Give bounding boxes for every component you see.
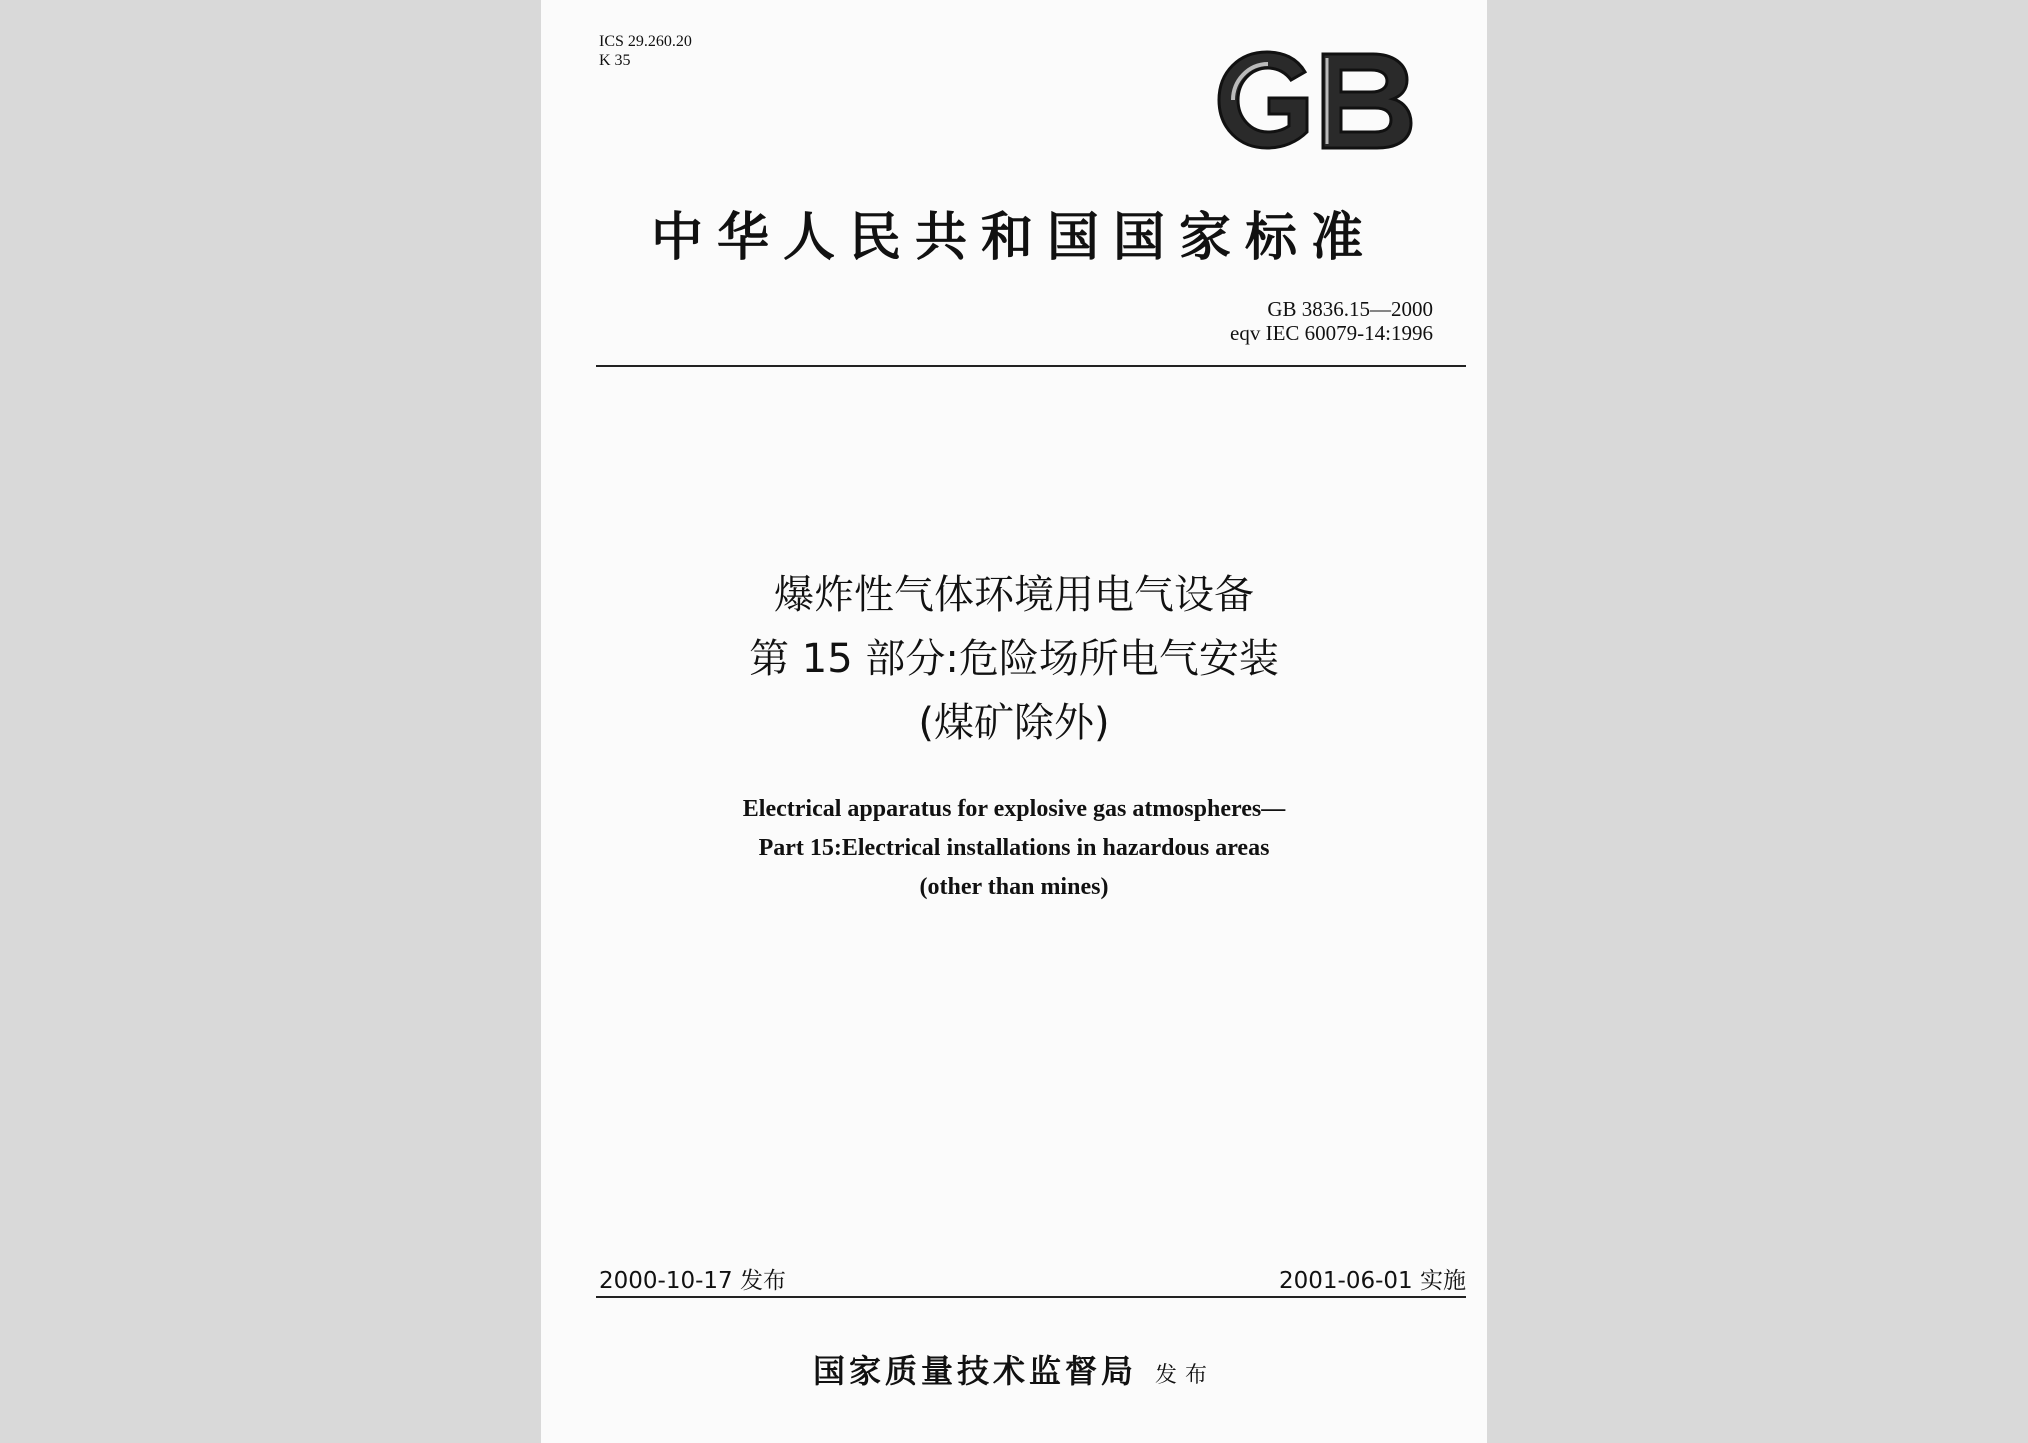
gb-number: GB 3836.15—2000 <box>1267 297 1433 321</box>
english-title-line-3: (other than mines) <box>919 874 1109 900</box>
publisher-name: 国家质量技术监督局 <box>812 1352 1137 1390</box>
issue-date: 2000-10-17 发布 <box>599 1268 786 1294</box>
effective-date: 2001-06-01 实施 <box>1279 1268 1466 1294</box>
english-title <box>541 790 1487 907</box>
chinese-title-line-3: (煤矿除外) <box>918 700 1110 746</box>
national-standard-title: 中华人民共和国国家标准 <box>650 208 1377 268</box>
publisher-line <box>541 1346 1487 1392</box>
publisher-suffix: 发布 <box>1155 1363 1216 1388</box>
document-page <box>541 0 1487 1443</box>
ccs-code: K 35 <box>599 52 631 69</box>
chinese-title-line-1: 爆炸性气体环境用电气设备 <box>774 572 1254 618</box>
standard-number-block <box>1230 297 1433 345</box>
chinese-title <box>541 563 1487 755</box>
ics-code: ICS 29.260.20 <box>599 33 692 50</box>
chinese-title-line-2: 第 15 部分:危险场所电气安装 <box>749 636 1279 682</box>
english-title-line-2: Part 15:Electrical installations in hazardous areas <box>758 835 1270 861</box>
english-title-line-1: Electrical apparatus for explosive gas atmospheres— <box>742 796 1286 822</box>
gb-logo-icon <box>1213 48 1417 152</box>
eqv-number: eqv IEC 60079-14:1996 <box>1230 321 1433 345</box>
classification-codes <box>599 32 692 70</box>
footer-divider <box>596 1296 1466 1298</box>
header-divider <box>596 365 1466 367</box>
